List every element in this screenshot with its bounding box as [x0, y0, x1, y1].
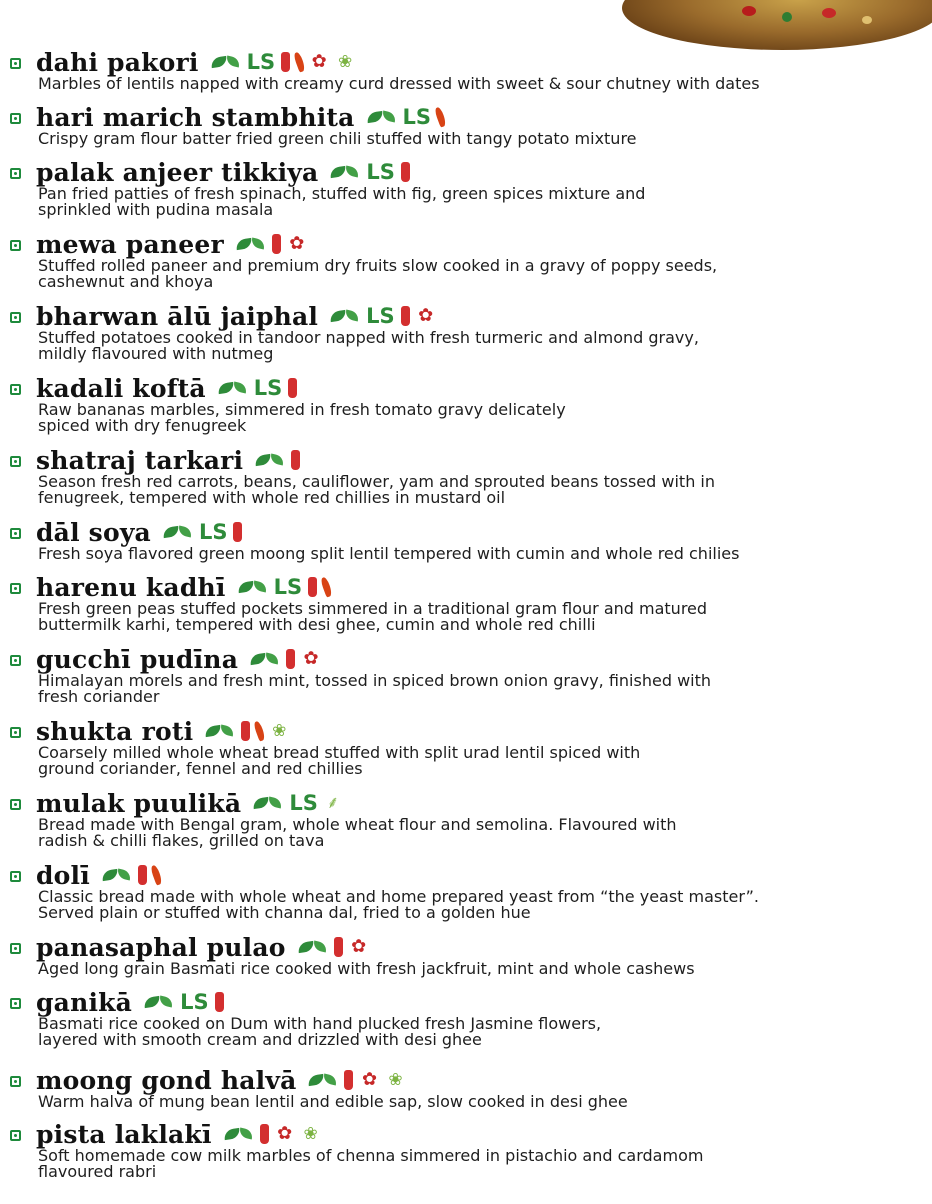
- flower-icon: ✿: [311, 51, 327, 72]
- pepper-icon: [293, 51, 306, 72]
- leaf-icon: [253, 795, 283, 811]
- grain-icon: ❀: [388, 1070, 403, 1090]
- decorative-plate-image: [622, 0, 932, 50]
- dish-icons: [255, 450, 300, 470]
- flower-icon: ✿: [303, 648, 319, 669]
- veg-symbol-icon: [10, 871, 21, 882]
- leaf-icon: [224, 1126, 254, 1142]
- leaf-icon: [205, 723, 235, 739]
- dish-description: Bread made with Bengal gram, whole wheat flour and semolina. Flavoured with radish & chilli flakes, grilled on tava: [38, 815, 677, 850]
- dish-name: dolī: [36, 860, 90, 890]
- dish-description: Warm halva of mung bean lentil and edible sap, slow cooked in desi ghee: [38, 1092, 628, 1111]
- dish-icons: [330, 304, 436, 328]
- leaf-icon: [330, 164, 360, 180]
- dish-name: hari marich stambhita: [36, 102, 355, 132]
- chili-icon: [281, 52, 290, 72]
- dish-description: Raw bananas marbles, simmered in fresh tomato gravy delicately spiced with dry fenugreek: [38, 400, 566, 435]
- chili-icon: [215, 992, 224, 1012]
- leaf-icon: [238, 579, 268, 595]
- leaf-icon: [367, 109, 397, 125]
- veg-symbol-icon: [10, 168, 21, 179]
- flower-icon: ✿: [277, 1123, 293, 1144]
- dish-name: bharwan ālū jaiphal: [36, 301, 319, 331]
- leaf-icon: [250, 651, 280, 667]
- low-spice-label: LS: [402, 105, 432, 129]
- dish-description: Pan fried patties of fresh spinach, stuffed with fig, green spices mixture and sprinkled with pudina masala: [38, 184, 646, 219]
- veg-symbol-icon: [10, 384, 21, 395]
- dish-icons: [224, 1124, 321, 1144]
- dish-description: Season fresh red carrots, beans, cauliflower, yam and sprouted beans tossed with in fenugreek, tempered with whole red chillies in mustard oil: [38, 472, 716, 507]
- veg-symbol-icon: [10, 528, 21, 539]
- dish-icons: [102, 865, 160, 885]
- gem-decoration: [742, 6, 756, 16]
- chili-icon: [344, 1070, 353, 1090]
- dish-description: Stuffed potatoes cooked in tandoor napped with fresh turmeric and almond gravy, mildly flavoured with nutmeg: [38, 328, 699, 363]
- veg-symbol-icon: [10, 456, 21, 467]
- dish-description: Aged long grain Basmati rice cooked with fresh jackfruit, mint and whole cashews: [38, 959, 695, 978]
- chili-icon: [286, 649, 295, 669]
- dish-icons: [163, 520, 243, 544]
- dish-description: Basmati rice cooked on Dum with hand plucked fresh Jasmine flowers, layered with smooth cream and drizzled with desi ghee: [38, 1014, 602, 1049]
- chili-icon: [334, 937, 343, 957]
- grain-icon: ❀: [338, 52, 353, 72]
- chili-icon: [288, 378, 297, 398]
- leaf-icon: [218, 380, 248, 396]
- chili-icon: [291, 450, 300, 470]
- veg-symbol-icon: [10, 727, 21, 738]
- menu-list: [0, 46, 932, 1196]
- flower-icon: ✿: [289, 233, 305, 254]
- dish-icons: [253, 791, 342, 815]
- dish-name: mewa paneer: [36, 229, 224, 259]
- dish-name: harenu kadhī: [36, 572, 226, 602]
- dish-name: shatraj tarkari: [36, 445, 244, 475]
- veg-symbol-icon: [10, 240, 21, 251]
- gem-decoration: [782, 12, 792, 22]
- dish-name: panasaphal pulao: [36, 932, 286, 962]
- dish-description: Marbles of lentils napped with creamy curd dressed with sweet & sour chutney with dates: [38, 74, 760, 93]
- dish-icons: [218, 376, 298, 400]
- dish-icons: [308, 1070, 405, 1090]
- flower-icon: ✿: [418, 305, 434, 326]
- veg-symbol-icon: [10, 312, 21, 323]
- grain-icon: ❀: [272, 721, 287, 741]
- pepper-icon: [434, 106, 447, 127]
- dish-icons: [236, 234, 307, 254]
- dish-description: Himalayan morels and fresh mint, tossed in spiced brown onion gravy, finished with fresh coriander: [38, 671, 712, 706]
- dish-description: Fresh green peas stuffed pockets simmered in a traditional gram flour and matured buttermilk karhi, tempered with desi ghee, cumin and whole red chilli: [38, 599, 708, 634]
- low-spice-label: LS: [366, 160, 395, 184]
- veg-symbol-icon: [10, 998, 21, 1009]
- leaf-icon: [236, 236, 266, 252]
- veg-symbol-icon: [10, 655, 21, 666]
- low-spice-label: LS: [253, 376, 283, 400]
- dish-name: shukta roti: [36, 716, 194, 746]
- veg-symbol-icon: [10, 58, 21, 69]
- chili-icon: [241, 721, 250, 741]
- pepper-icon: [253, 720, 266, 741]
- chili-icon: [308, 577, 317, 597]
- dish-icons: [144, 990, 224, 1014]
- veg-symbol-icon: [10, 1076, 21, 1087]
- flower-icon: ✿: [351, 936, 367, 957]
- dish-icons: [250, 649, 321, 669]
- leaf-icon: [255, 452, 285, 468]
- veg-symbol-icon: [10, 943, 21, 954]
- low-spice-label: LS: [273, 575, 303, 599]
- low-spice-label: LS: [289, 791, 318, 815]
- dish-name: dāl soya: [36, 517, 151, 547]
- flower-icon: ✿: [361, 1069, 378, 1090]
- low-spice-label: LS: [366, 304, 395, 328]
- dish-description: Fresh soya flavored green moong split lentil tempered with cumin and whole red chilies: [38, 544, 740, 563]
- leaf-icon: [211, 54, 241, 70]
- chili-icon: [401, 306, 410, 326]
- dish-icons: [330, 160, 410, 184]
- dish-icons: [238, 575, 331, 599]
- dish-description: Coarsely milled whole wheat bread stuffed with split urad lentil spiced with ground coriander, fennel and red chillies: [38, 743, 641, 778]
- dish-name: kadali koftā: [36, 373, 206, 403]
- chili-icon: [233, 522, 242, 542]
- veg-symbol-icon: [10, 113, 21, 124]
- dish-icons: [211, 50, 356, 74]
- leaf-icon: [308, 1072, 338, 1088]
- dish-description: Stuffed rolled paneer and premium dry fruits slow cooked in a gravy of poppy seeds, cashewnut and khoya: [38, 256, 718, 291]
- chili-icon: [260, 1124, 269, 1144]
- low-spice-label: LS: [198, 520, 228, 544]
- dish-name: ganikā: [36, 987, 133, 1017]
- leaf-icon: [163, 524, 193, 540]
- dish-description: Soft homemade cow milk marbles of chenna simmered in pistachio and cardamom flavoured rabri: [38, 1146, 704, 1181]
- dish-icons: [298, 937, 369, 957]
- leaf-icon: [102, 867, 132, 883]
- dish-name: moong gond halvā: [36, 1065, 297, 1095]
- dish-description: Crispy gram flour batter fried green chili stuffed with tangy potato mixture: [38, 129, 637, 148]
- dish-description: Classic bread made with whole wheat and home prepared yeast from “the yeast master”. Served plain or stuffed with channa dal, fried to a golden hue: [38, 887, 760, 922]
- dish-icons: [205, 721, 289, 741]
- pepper-icon: [320, 576, 333, 597]
- low-spice-label: LS: [180, 990, 209, 1014]
- low-spice-label: LS: [246, 50, 276, 74]
- wheat-icon: ⸙: [326, 793, 340, 813]
- chili-icon: [272, 234, 281, 254]
- gem-decoration: [862, 16, 872, 24]
- leaf-icon: [144, 994, 174, 1010]
- dish-name: palak anjeer tikkiya: [36, 157, 319, 187]
- leaf-icon: [298, 939, 328, 955]
- chili-icon: [138, 865, 147, 885]
- chili-icon: [401, 162, 410, 182]
- veg-symbol-icon: [10, 1130, 21, 1141]
- dish-name: mulak puulikā: [36, 788, 242, 818]
- grain-icon: ❀: [303, 1124, 318, 1144]
- dish-name: pista laklakī: [36, 1119, 212, 1149]
- veg-symbol-icon: [10, 799, 21, 810]
- gem-decoration: [822, 8, 836, 18]
- leaf-icon: [330, 308, 360, 324]
- dish-name: gucchī pudīna: [36, 644, 239, 674]
- veg-symbol-icon: [10, 583, 21, 594]
- dish-name: dahi pakori: [36, 47, 199, 77]
- pepper-icon: [150, 864, 163, 885]
- dish-icons: [367, 105, 445, 129]
